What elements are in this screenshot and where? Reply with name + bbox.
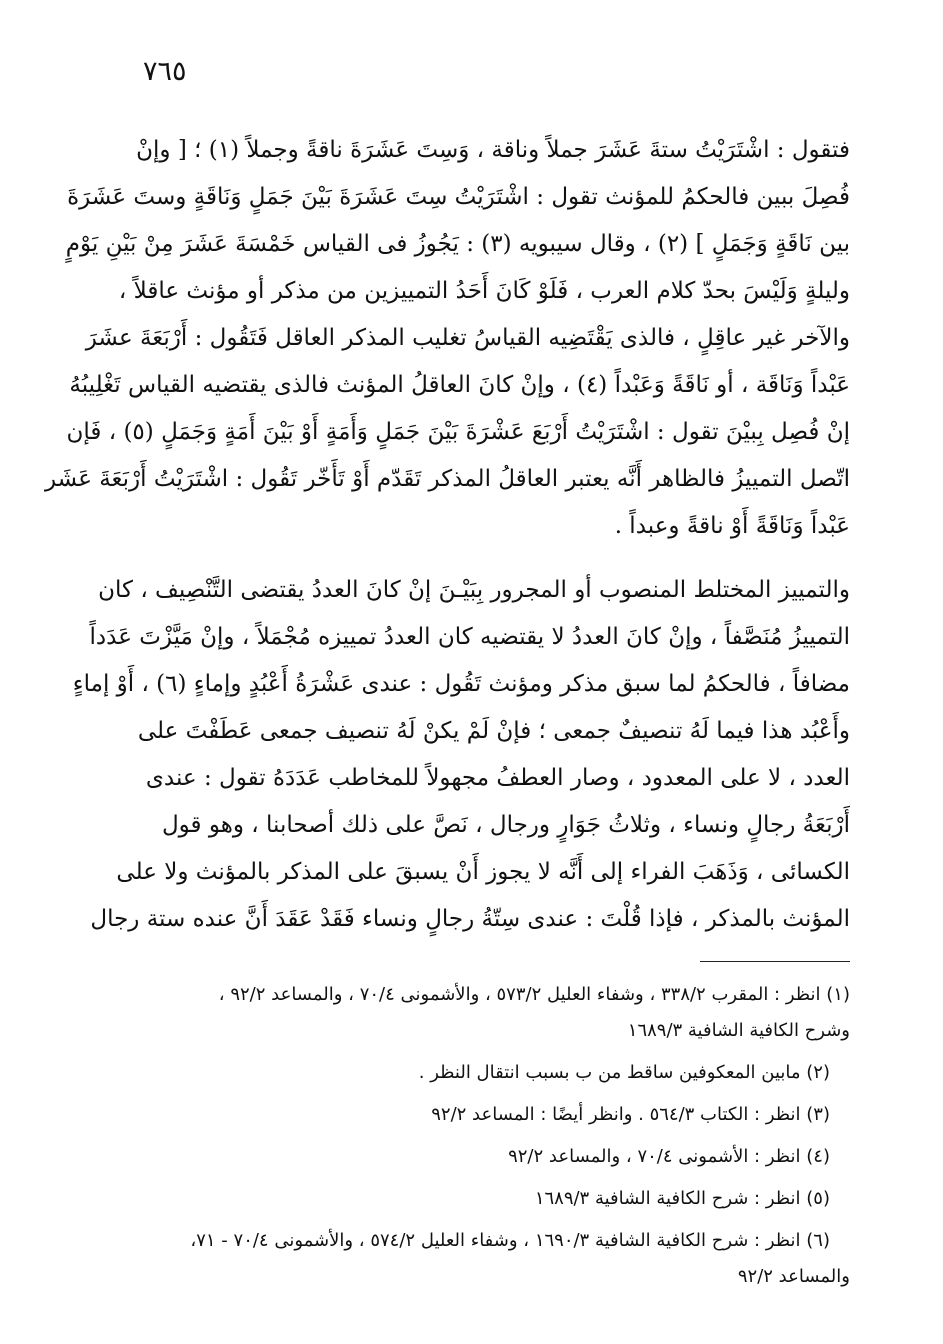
paragraph-line: والتمييز المختلط المنصوب أو المجرور بِبَيْـنَ إنْ كانَ العددُ يقتضى التَّنْصِيف ، كان: [98, 577, 850, 603]
footnotes: [130, 977, 850, 1295]
footnote-1: [130, 977, 850, 1049]
paragraph-line: الكسائى ، وَذَهَبَ الفراء إلى أَنَّه لا يجوز أَنْ يسبقَ على المذكر بالمؤنث ولا على: [116, 859, 850, 885]
page-number: ٧٦٥: [143, 56, 187, 87]
paragraph-line: اتّصل التمييزُ فالظاهر أَنَّه يعتبر العاقلُ المذكر تَقَدّم أَوْ تَأَخّر تَقُول : اشْتَرَيْتُ أَرْبَعَةَ عَشَر: [44, 466, 850, 492]
paragraph-line: عَبْداً وَنَاقَةً أَوْ ناقةً وعبداً .: [614, 513, 850, 539]
paragraph-line: فتقول : اشْتَرَيْتُ ستةَ عَشَرَ جملاً وناقة ، وَسِتَ عَشَرَةَ ناقةً وجملاً (١) ؛ [ وإنْ: [136, 137, 850, 163]
footnote-3: [130, 1097, 850, 1133]
paragraph-line: المؤنث بالمذكر ، فإذا قُلْتَ : عندى سِتّةُ رجالٍ ونساء فَقَدْ عَقَدَ أَنَّ عنده ستة رجال: [90, 906, 850, 932]
paragraph-line: عَبْداً وَنَاقَة ، أو نَاقَةً وَعَبْداً (٤) ، وإنْ كانَ العاقلُ المؤنث فالذى يقتضيه القياس تَغْلِيبُهُ: [69, 372, 850, 398]
footnote-line: (٦) انظر : شرح الكافية الشافية ١٦٩٠/٣ ، وشفاء العليل ٥٧٤/٢ ، والأشمونى ٧٠/٤ - ٧١،: [190, 1230, 830, 1251]
footnote-line: (٥) انظر : شرح الكافية الشافية ١٦٨٩/٣: [534, 1188, 830, 1209]
footnote-line: (١) انظر : المقرب ٣٣٨/٢ ، وشفاء العليل ٥٧٣/٢ ، والأشمونى ٧٠/٤ ، والمساعد ٩٢/٢ ،: [218, 984, 850, 1005]
paragraph-line: وأَعْبُد هذا فيما لَهُ تنصيفٌ جمعى ؛ فإنْ لَمْ يكنْ لَهُ تنصيف جمعى عَطَفْتَ على: [137, 718, 850, 744]
footnote-line: (٢) مابين المعكوفين ساقط من ب بسبب انتقال النظر .: [418, 1062, 830, 1083]
paragraph-line: إنْ فُصِل بِبيْنَ تقول : اشْتَرَيْتُ أَرْبَعَ عَشْرَةَ بَيْنَ جَمَلٍ وَأَمَةٍ أَوْ بَيْنَ أَمَةٍ وَجَمَلٍ (٥) ، فَإن: [66, 419, 850, 445]
footnote-line: (٣) انظر : الكتاب ٥٦٤/٣ . وانظر أيضًا : المساعد ٩٢/٢: [431, 1104, 830, 1125]
footnote-2: [130, 1055, 850, 1091]
footnote-4: [130, 1139, 850, 1175]
footnote-separator: [700, 961, 850, 962]
paragraph-line: العدد ، لا على المعدود ، وصار العطفُ مجهولاً للمخاطب عَدَدَهُ تقول : عندى: [145, 765, 850, 791]
paragraph-line: بين نَاقَةٍ وَجَمَلٍ ] (٢) ، وقال سيبويه (٣) : يَجُوزُ فى القياس خَمْسَةَ عَشَرَ مِنْ بَيْنِ يَوْمٍ: [65, 231, 850, 257]
paragraph-line: أَرْبَعَةُ رجالٍ ونساء ، وثلاثُ جَوَارٍ ورجال ، نَصَّ على ذلك أصحابنا ، وهو قول: [161, 812, 850, 838]
footnote-5: [130, 1181, 850, 1217]
paragraph-line: التمييزُ مُنَصَّفاً ، وإنْ كانَ العددُ لا يقتضيه كان العددُ تمييزه مُجْمَلاً ، وإنْ مَيَّزْتَ عَدَداً: [89, 624, 850, 650]
paragraph-line: فُصِلَ ببين فالحكمُ للمؤنث تقول : اشْتَرَيْتُ سِتَ عَشَرَةَ بَيْنَ جَمَلٍ وَنَاقَةٍ وستَ عَشَرَةَ: [67, 184, 850, 210]
footnote-line: (٤) انظر : الأشمونى ٧٠/٤ ، والمساعد ٩٢/٢: [508, 1146, 830, 1167]
footnote-line: والمساعد ٩٢/٢: [737, 1266, 850, 1287]
paragraph-line: وليلةٍ وَلَيْسَ بحدّ كلام العرب ، فَلَوْ كَانَ أَحَدُ التمييزين من مذكر أو مؤنث عاقلاً ،: [118, 278, 850, 304]
paragraph-line: والآخر غير عاقِلٍ ، فالذى يَقْتَضِيه القياسُ تغليب المذكر العاقل فَتَقُول : أَرْبَعَةَ عشَرَ: [85, 325, 850, 351]
body-paragraph-1: [44, 127, 850, 550]
paragraph-line: مضافاً ، فالحكمُ لما سبق مذكر ومؤنث تَقُول : عندى عَشْرَةُ أَعْبُدٍ وإماءٍ (٦) ، أَوْ إماءٍ: [72, 671, 850, 697]
body-paragraph-2: [72, 567, 850, 943]
footnote-line: وشرح الكافية الشافية ١٦٨٩/٣: [627, 1020, 850, 1041]
footnote-6: [130, 1223, 850, 1295]
